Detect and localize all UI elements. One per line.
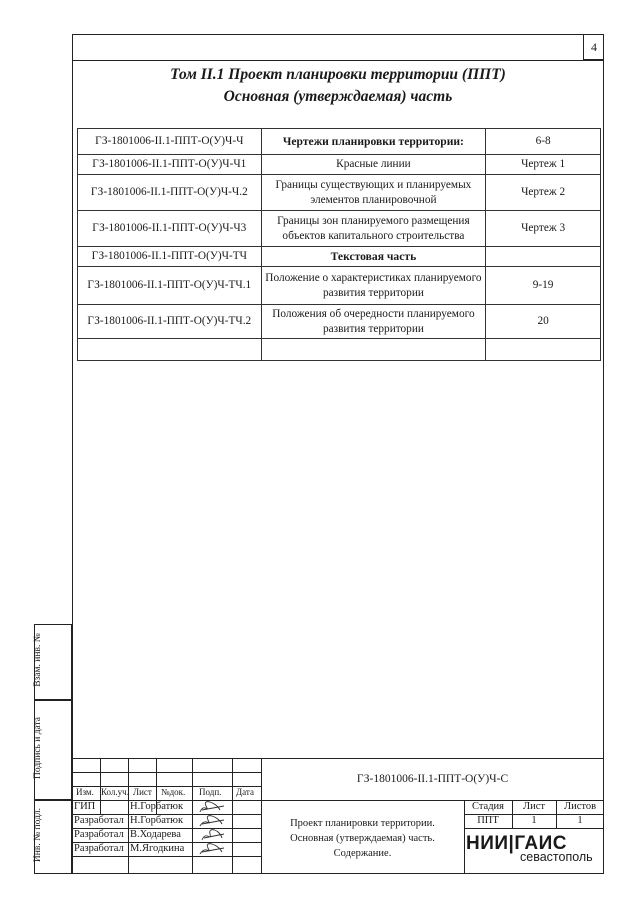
table-row (78, 175, 601, 211)
role-1: ГИП (74, 801, 96, 812)
role-3: Разработал (74, 829, 124, 840)
cell-code: ГЗ-1801006-II.1-ППТ-О(У)Ч-ТЧ (78, 247, 262, 267)
cell-name: Границы существующих и планируемых элементов планировочной (261, 175, 486, 211)
col-ndok: №док. (161, 787, 186, 797)
cell-sheet: 9-19 (486, 267, 601, 305)
description-line-1: Проект планировки территории. (290, 818, 435, 829)
cell-name: Положения об очередности планируемого развития территории (261, 305, 486, 339)
podpis-data-label: Подпись и дата (33, 717, 43, 780)
col-koluch: Кол.уч. (101, 787, 129, 797)
volume-subtitle: Основная (утверждаемая) часть (223, 88, 453, 105)
logo-sub: севастополь (520, 850, 593, 864)
col-list: Лист (133, 787, 152, 797)
listov-value: 1 (577, 815, 583, 826)
cell-code: ГЗ-1801006-II.1-ППТ-О(У)Ч-ТЧ.2 (78, 305, 262, 339)
volume-title: Том II.1 Проект планировки территории (ППТ) (170, 66, 506, 83)
person-4: М.Ягодкина (130, 843, 185, 854)
col-izm: Изм. (76, 787, 94, 797)
cell-name: Границы зон планируемого размещения объектов капитального строительства (261, 211, 486, 247)
table-row (78, 211, 601, 247)
page-number: 4 (583, 34, 604, 60)
stadia-label: Стадия (471, 801, 505, 812)
cell-sheet (486, 247, 601, 267)
cell-name (261, 339, 486, 361)
cell-sheet (486, 339, 601, 361)
cell-code: ГЗ-1801006-II.1-ППТ-О(У)Ч-Ч (78, 129, 262, 155)
cell-name: Положение о характеристиках планируемого развития территории (261, 267, 486, 305)
vzam-inv-label: Взам. инв. № (33, 633, 43, 687)
cell-sheet: Чертеж 2 (486, 175, 601, 211)
header-rule (72, 60, 604, 61)
person-3: В.Ходарева (130, 829, 181, 840)
cell-code: ГЗ-1801006-II.1-ППТ-О(У)Ч-Ч3 (78, 211, 262, 247)
cell-sheet: 6-8 (486, 129, 601, 155)
cell-code (78, 339, 262, 361)
person-2: Н.Горбатюк (130, 815, 184, 826)
cell-sheet: 20 (486, 305, 601, 339)
document-code: ГЗ-1801006-II.1-ППТ-О(У)Ч-С (356, 773, 509, 785)
table-row (78, 129, 601, 155)
cell-name: Красные линии (261, 155, 486, 175)
cell-name: Текстовая часть (261, 247, 486, 267)
description-line-2: Основная (утверждаемая) часть. (290, 833, 435, 844)
list-value: 1 (531, 815, 537, 826)
listov-label: Листов (563, 801, 597, 812)
stadia-value: ППТ (477, 815, 499, 826)
list-label: Лист (523, 801, 545, 812)
table-row (78, 267, 601, 305)
description-line-3: Содержание. (333, 848, 392, 859)
table-row (78, 339, 601, 361)
cell-code: ГЗ-1801006-II.1-ППТ-О(У)Ч-Ч.2 (78, 175, 262, 211)
inv-podl-label: Инв. № подл. (33, 807, 43, 863)
role-4: Разработал (74, 843, 124, 854)
cell-code: ГЗ-1801006-II.1-ППТ-О(У)Ч-Ч1 (78, 155, 262, 175)
table-row (78, 247, 601, 267)
signatures (194, 800, 230, 860)
cell-name: Чертежи планировки территории: (261, 129, 486, 155)
logo-main: НИИ|ГАИС (466, 833, 568, 854)
cell-sheet: Чертеж 3 (486, 211, 601, 247)
person-1: Н.Горбатюк (130, 801, 184, 812)
contents-table (77, 128, 601, 361)
cell-code: ГЗ-1801006-II.1-ППТ-О(У)Ч-ТЧ.1 (78, 267, 262, 305)
table-row (78, 305, 601, 339)
col-data: Дата (236, 787, 254, 797)
role-2: Разработал (74, 815, 124, 826)
col-podp: Подп. (199, 787, 222, 797)
cell-sheet: Чертеж 1 (486, 155, 601, 175)
table-row (78, 155, 601, 175)
company-logo (466, 833, 593, 864)
